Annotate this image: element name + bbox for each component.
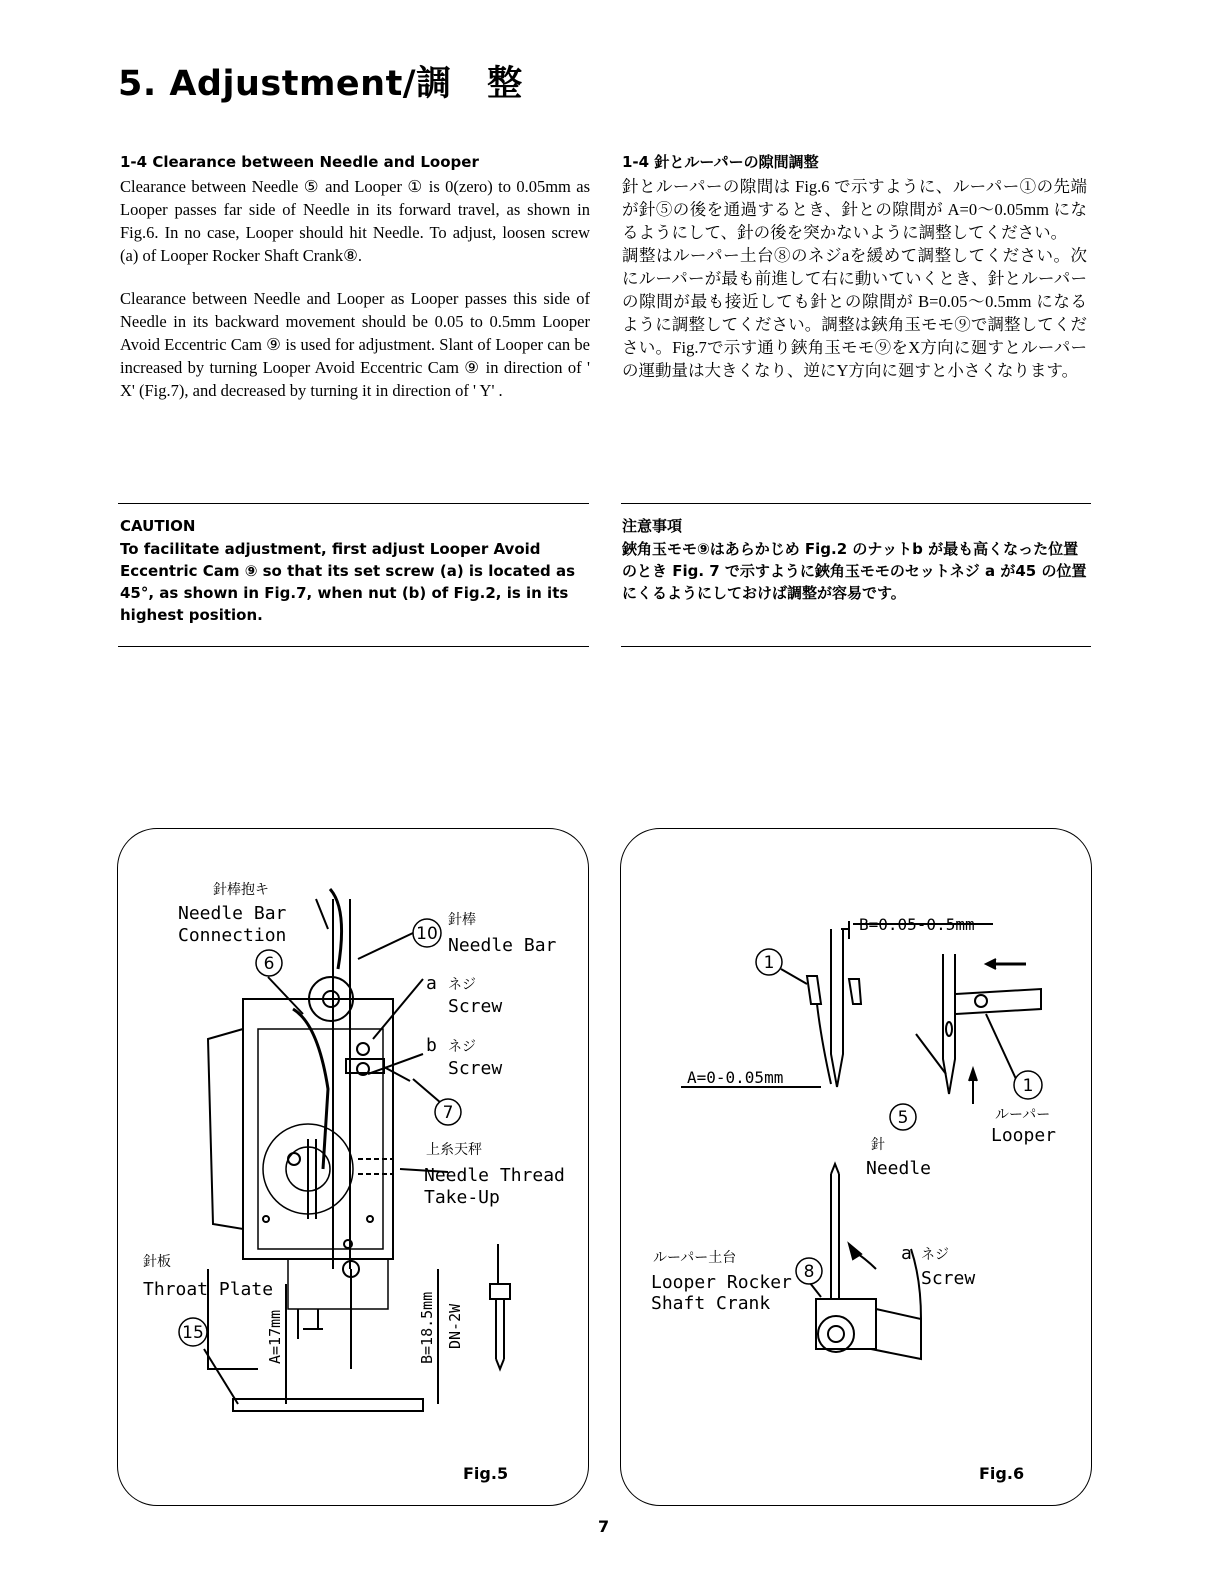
fig5-label-takeup-jp: 上糸天秤 — [426, 1142, 482, 1158]
caution-rule-top-jp — [621, 503, 1091, 504]
paragraph-en-2: Clearance between Needle and Looper as Looper passes this side of Needle in its backward movement should be 0.05 to 0.5mm Looper Avoid Eccentric Cam ⑨ is used for adjustment. Slant of Looper can be increased by turning Looper Avoid Eccentric Cam ⑨ in direction of ' X' (Fig.7), and decreased by turning it in direction of ' Y' . — [120, 289, 590, 400]
fig5-label-nbc-jp: 針棒抱キ — [213, 882, 269, 898]
caution-en — [120, 515, 588, 626]
figure-5-drawing — [118, 829, 589, 1506]
caution-heading-jp: 注意事項 — [622, 517, 683, 535]
fig6-label-a-en: Screw — [921, 1268, 976, 1289]
fig5-balloon-10: 10 — [416, 924, 438, 944]
fig5-label-nbc-en2: Connection — [178, 925, 287, 946]
caution-text-en: To facilitate adjustment, first adjust Looper Avoid Eccentric Cam ⑨ so that its set screw (a) is located as 45°, as shown in Fig.7, when nut (b) of Fig.2, is in its highest position. — [120, 540, 576, 624]
fig5-dimension-b: B=18.5mm — [418, 1291, 436, 1364]
figure-6-drawing — [621, 829, 1092, 1506]
fig6-dimension-a: A=0-0.05mm — [687, 1068, 784, 1087]
fig6-label-crank-en1: Looper Rocker — [651, 1272, 792, 1293]
fig5-label-b-en: Screw — [448, 1058, 503, 1079]
fig5-dimension-a: A=17mm — [266, 1309, 284, 1364]
fig5-label-nb-jp: 針棒 — [448, 912, 476, 928]
page-title: 5. Adjustment/調 整 — [118, 64, 523, 104]
caution-rule-bottom-jp — [621, 646, 1091, 647]
fig5-balloon-7: 7 — [442, 1103, 454, 1123]
paragraph-en-1: Clearance between Needle ⑤ and Looper ① is 0(zero) to 0.05mm as Looper passes far side of Needle in its forward travel, as shown in Fig.6. In no case, Looper should hit Needle. To adjust, loosen screw (a) of Looper Rocker Shaft Crank⑧. — [120, 177, 590, 265]
fig5-label-a: a — [426, 973, 437, 994]
fig5-label-a-en: Screw — [448, 996, 503, 1017]
fig6-label-looper-en: Looper — [991, 1125, 1057, 1146]
fig6-label-crank-jp: ルーパー土台 — [653, 1250, 737, 1266]
fig6-label-needle-en: Needle — [866, 1158, 932, 1179]
fig6-label-looper-jp: ルーパー — [995, 1107, 1051, 1123]
paragraph-jp-2: 調整はルーパー土台⑧のネジaを緩めて調整してください。次にルーパーが最も前進して右に動いていくとき、針とルーパーの隙間が最も接近しても針との隙間が B=0.05〜0.5mm になるように調整してください。調整は鋏角玉モモ⑨で調整してください。Fig.7で示す通り鋏角玉モモ⑨をX方向に廻すとルーパーの運動量は大きくなり、逆にY方向に廻すと小さくなります。 — [622, 246, 1087, 380]
caution-jp — [622, 515, 1087, 604]
figure-6-caption: Fig.6 — [979, 1464, 1025, 1483]
fig5-balloon-15: 15 — [182, 1323, 204, 1343]
caution-text-jp: 鋏角玉モモ⑨はあらかじめ Fig.2 のナットb が最も高くなった位置のとき Fig. 7 で示すように鋏角玉モモのセットネジ a が45 の位置にくるようにしておけば調整が容易です。 — [622, 540, 1087, 602]
fig5-label-throat-plate-en: Throat Plate — [143, 1279, 274, 1300]
fig5-label-takeup-en2: Take-Up — [424, 1187, 500, 1208]
section-heading-jp: 1-4 針とルーパーの隙間調整 — [622, 153, 819, 171]
caution-rule-bottom-en — [118, 646, 589, 647]
fig6-balloon-8: 8 — [803, 1262, 815, 1282]
fig6-balloon-5: 5 — [897, 1108, 909, 1128]
page-number: 7 — [598, 1517, 610, 1536]
figure-5-caption: Fig.5 — [463, 1464, 509, 1483]
fig6-label-a-jp: ネジ — [921, 1247, 949, 1263]
fig6-label-crank-en2: Shaft Crank — [651, 1293, 771, 1314]
fig5-balloon-6: 6 — [263, 954, 275, 974]
fig6-balloon-1-right: 1 — [1022, 1076, 1034, 1096]
fig6-dimension-b: B=0.05-0.5mm — [859, 915, 975, 934]
fig6-label-needle-jp: 針 — [871, 1137, 885, 1153]
fig5-label-takeup-en1: Needle Thread — [424, 1165, 565, 1186]
caution-heading-en: CAUTION — [120, 517, 196, 535]
fig5-label-throat-plate-jp: 針板 — [143, 1254, 171, 1270]
paragraph-jp-1: 針とルーパーの隙間は Fig.6 で示すように、ルーパー①の先端が針⑤の後を通過するとき、針との隙間が A=0〜0.05mm になるようにして、針の後を突かないように調整してください。 — [622, 177, 1087, 242]
section-japanese — [622, 151, 1087, 402]
caution-rule-top-en — [118, 503, 589, 504]
fig5-needle-type: DN-2W — [446, 1303, 464, 1349]
fig5-label-b-jp: ネジ — [448, 1039, 476, 1055]
figure-5-panel — [117, 828, 589, 1506]
fig5-label-b: b — [426, 1035, 437, 1056]
figure-6-panel — [620, 828, 1092, 1506]
fig6-balloon-1-left: 1 — [763, 953, 775, 973]
fig5-label-nbc-en1: Needle Bar — [178, 903, 287, 924]
section-heading-en: 1-4 Clearance between Needle and Looper — [120, 153, 479, 171]
fig5-label-nb-en: Needle Bar — [448, 935, 557, 956]
section-english — [120, 151, 590, 422]
fig6-label-a: a — [901, 1243, 912, 1264]
fig5-label-a-jp: ネジ — [448, 977, 476, 993]
